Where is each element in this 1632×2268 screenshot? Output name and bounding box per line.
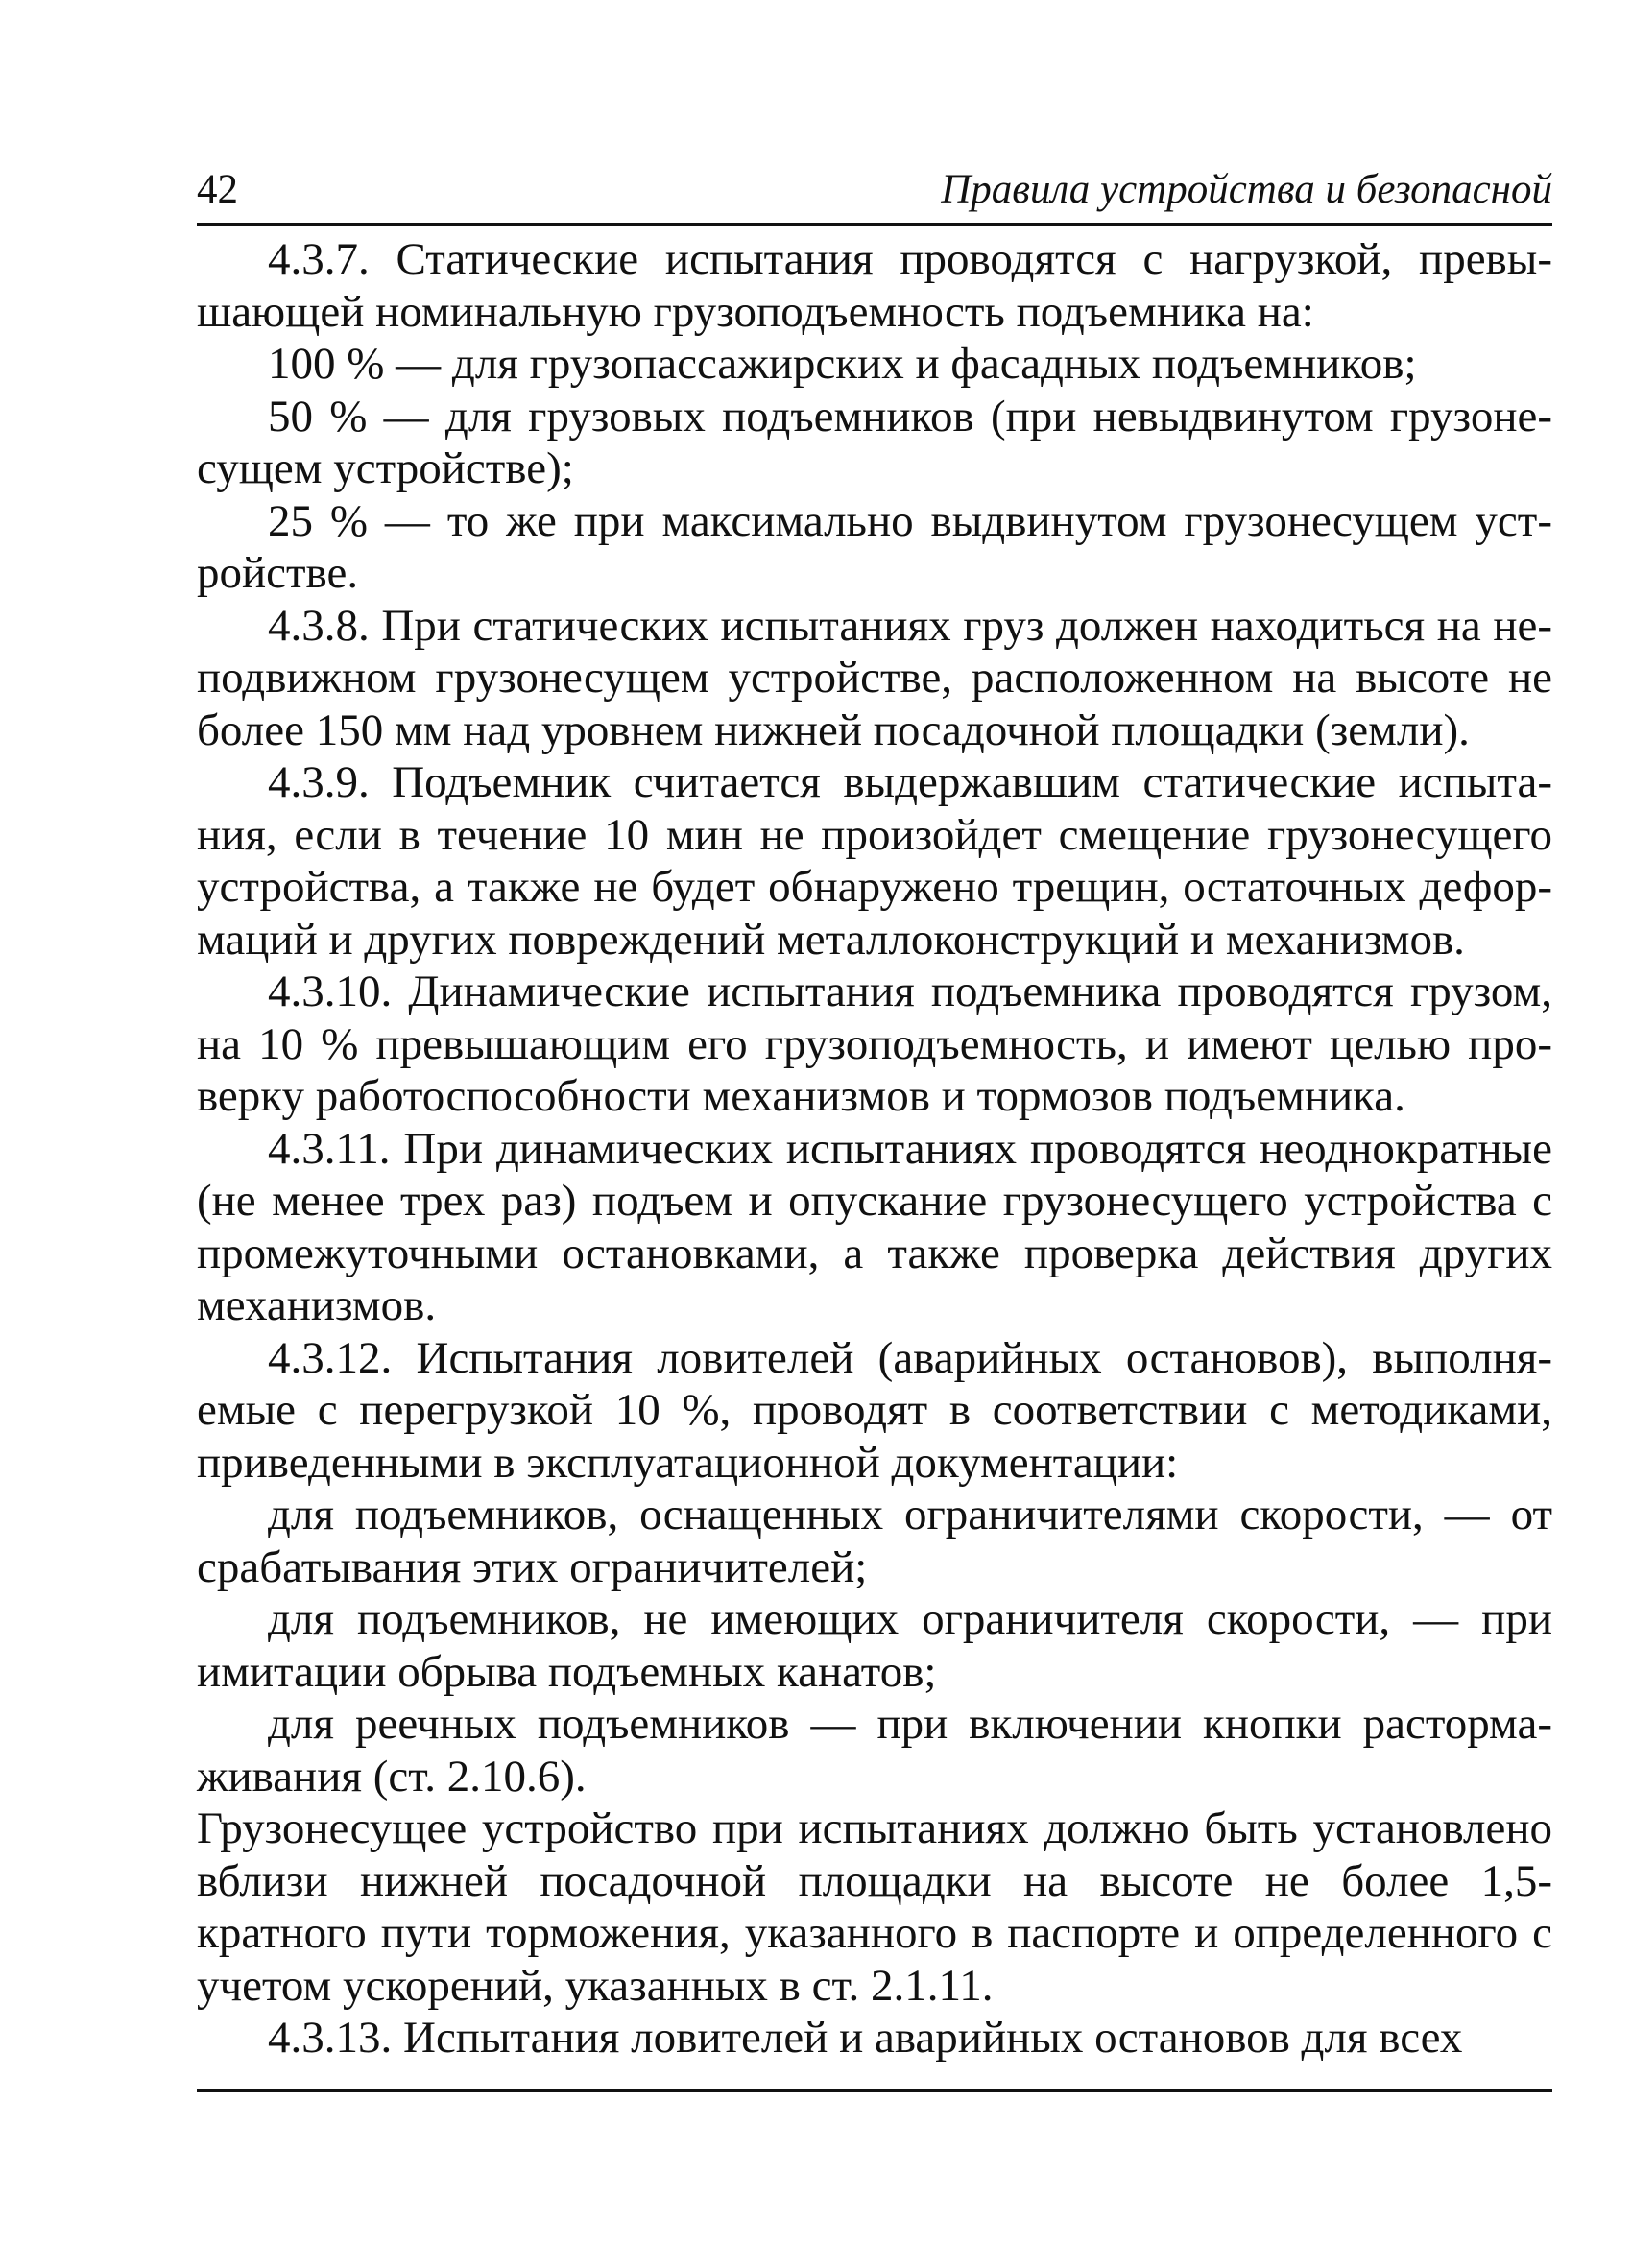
paragraph-load-carrier: Грузонесущее устройство при испытаниях должно быть установлено вблизи нижней посадочной площадки на высоте не более 1,5-кратного пути торможения, указанного в паспорте и определенного с учетом ускорений, указанных в ст. 2.1.11.: [197, 1803, 1552, 2011]
body-text: [197, 233, 1552, 2065]
document-page: [197, 163, 1552, 2092]
paragraph-4-3-11: 4.3.11. При динамических испытаниях проводятся неоднократные (не менее трех раз) подъем и опускание грузонесущего устройства с промежуточными остановками, а также проверка действия других механизмов.: [197, 1123, 1552, 1330]
paragraph-load-100: 100 % — для грузопассажирских и фасадных подъемников;: [268, 339, 1417, 389]
running-title: Правила устройства и безопасной: [941, 167, 1552, 212]
paragraph-4-3-10: 4.3.10. Динамические испытания подъемника проводятся грузом, на 10 % превышающим его грузоподъемность, и имеют целью проверку работоспособности механизмов и тормозов подъемника.: [197, 967, 1552, 1121]
paragraph-load-25: 25 % — то же при максимально выдвинутом грузонесущем устройстве.: [197, 495, 1552, 598]
footer-rule: [197, 2089, 1552, 2092]
paragraph-no-speed-limiter: для подъемников, не имеющих ограничителя скорости, — при имитации обрыва подъемных канатов;: [197, 1594, 1552, 1697]
paragraph-4-3-13: 4.3.13. Испытания ловителей и аварийных остановов для всех: [268, 2013, 1463, 2063]
running-head: [197, 163, 1552, 226]
paragraph-4-3-12: 4.3.12. Испытания ловителей (аварийных остановов), выполняемые с перегрузкой 10 %, проводят в соответствии с методиками, приведенными в эксплуатационной документации:: [197, 1332, 1552, 1488]
paragraph-4-3-8: 4.3.8. При статических испытаниях груз должен находиться на неподвижном грузонесущем устройстве, расположенном на высоте не более 150 мм над уровнем нижней посадочной площадки (земли).: [197, 600, 1552, 755]
paragraph-4-3-9: 4.3.9. Подъемник считается выдержавшим статические испытания, если в течение 10 мин не произойдет смещение грузонесущего устройства, а также не будет обнаружено трещин, остаточных деформаций и других повреждений металлоконструкций и механизмов.: [197, 757, 1552, 965]
paragraph-4-3-7: 4.3.7. Статические испытания проводятся с нагрузкой, превышающей номинальную грузоподъемность подъемника на:: [197, 234, 1552, 337]
paragraph-load-50: 50 % — для грузовых подъемников (при невыдвинутом грузонесущем устройстве);: [197, 391, 1552, 493]
paragraph-rack-lifts: для реечных подъемников — при включении кнопки растормаживания (ст. 2.10.6).: [197, 1699, 1552, 1802]
page-number: 42: [197, 167, 238, 212]
paragraph-speed-limiters: для подъемников, оснащенных ограничителями скорости, — от срабатывания этих ограничителей;: [197, 1490, 1552, 1592]
